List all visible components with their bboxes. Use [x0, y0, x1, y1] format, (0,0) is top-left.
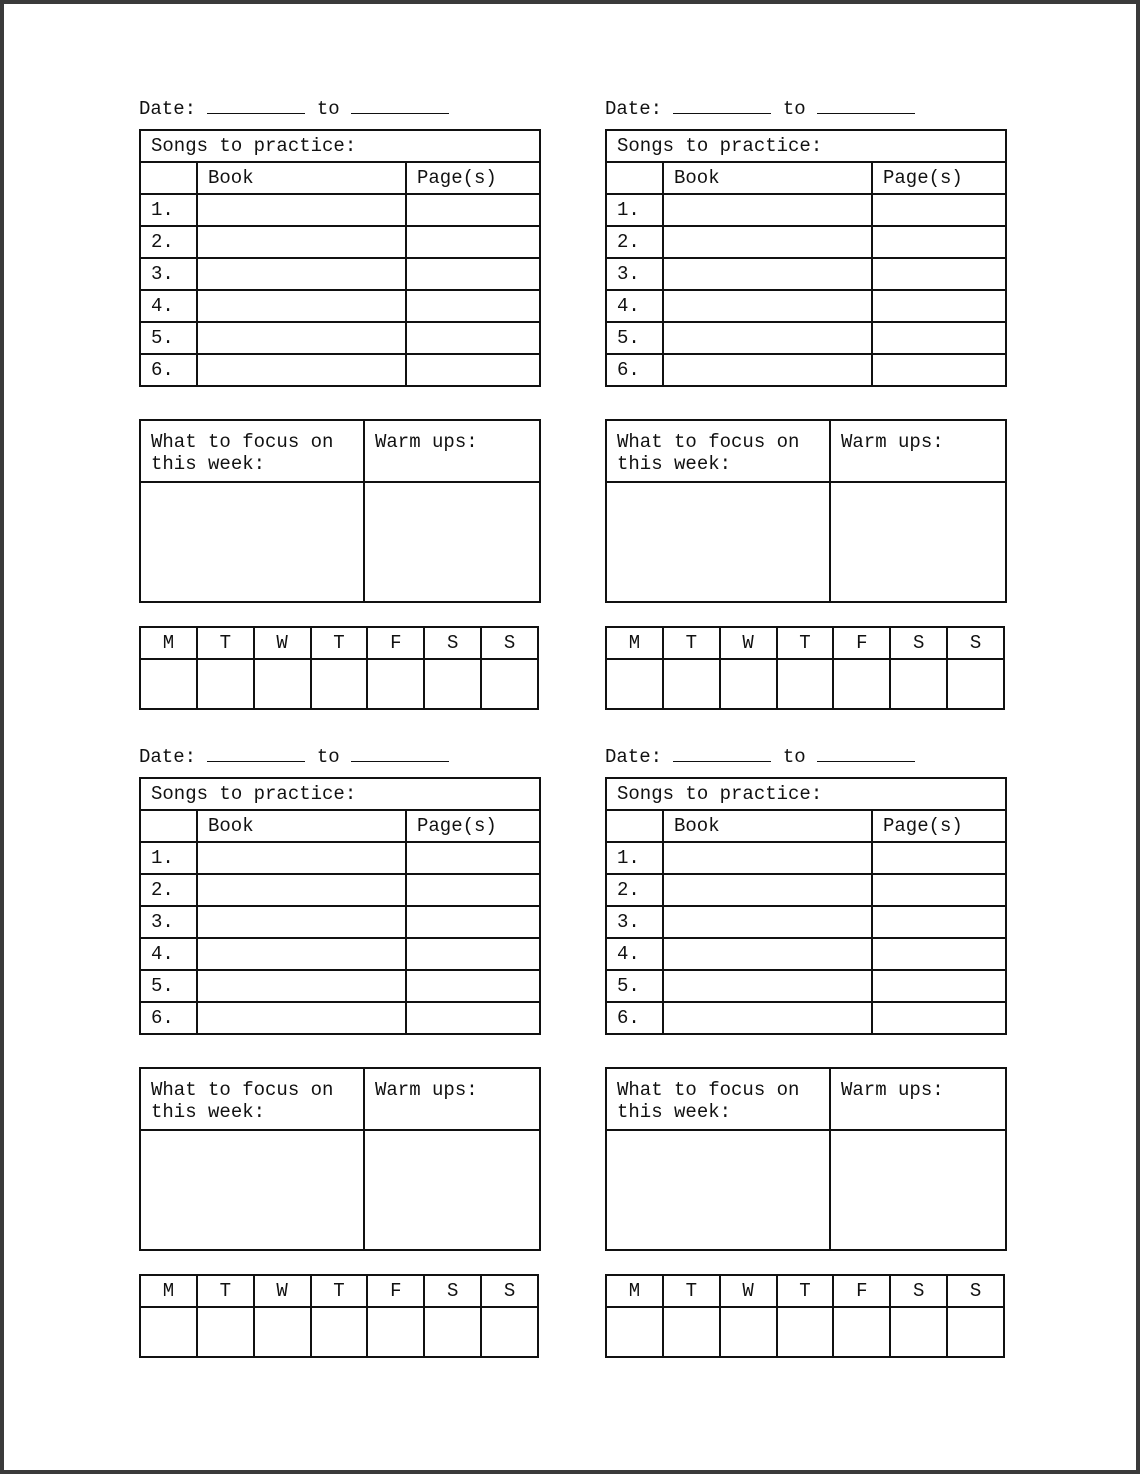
table-row [140, 938, 540, 970]
book-cell[interactable] [197, 970, 406, 1002]
book-cell[interactable] [663, 322, 872, 354]
book-header: Book [197, 162, 406, 194]
table-row [140, 290, 540, 322]
row-number: 4. [606, 938, 663, 970]
day-header-tue: T [197, 627, 254, 659]
practice-sheet [139, 95, 539, 717]
weekday-tracker [139, 1274, 539, 1358]
row-number: 4. [140, 290, 197, 322]
day-header-sat: S [424, 627, 481, 659]
row-number: 6. [606, 354, 663, 386]
songs-table [605, 129, 1007, 387]
day-check-cell[interactable] [140, 1307, 197, 1357]
row-number: 4. [140, 938, 197, 970]
warmups-notes-area[interactable] [830, 482, 1006, 602]
pages-cell[interactable] [872, 938, 1006, 970]
day-check-cell[interactable] [311, 1307, 368, 1357]
row-number: 6. [140, 1002, 197, 1034]
table-row [606, 842, 1006, 874]
table-row [606, 938, 1006, 970]
day-check-cell[interactable] [777, 659, 834, 709]
row-number: 2. [140, 226, 197, 258]
focus-warmups-table [605, 419, 1007, 603]
day-header-wed: W [254, 627, 311, 659]
date-range [605, 95, 915, 119]
warmups-label: Warm ups: [364, 1068, 540, 1130]
day-header-wed: W [720, 627, 777, 659]
pages-cell[interactable] [872, 258, 1006, 290]
table-row [606, 970, 1006, 1002]
day-check-cell[interactable] [663, 1307, 720, 1357]
book-cell[interactable] [197, 226, 406, 258]
pages-cell[interactable] [406, 842, 540, 874]
pages-cell[interactable] [872, 226, 1006, 258]
day-header-thu: T [311, 1275, 368, 1307]
table-row [606, 354, 1006, 386]
start-date-blank[interactable] [673, 95, 771, 114]
book-cell[interactable] [663, 842, 872, 874]
day-header-mon: M [140, 1275, 197, 1307]
weekday-tracker [139, 626, 539, 710]
row-number: 1. [606, 842, 663, 874]
day-header-tue: T [663, 627, 720, 659]
day-check-cell[interactable] [720, 1307, 777, 1357]
focus-notes-area[interactable] [606, 482, 830, 602]
day-check-cell[interactable] [367, 659, 424, 709]
pages-cell[interactable] [872, 290, 1006, 322]
focus-notes-area[interactable] [140, 482, 364, 602]
day-check-cell[interactable] [254, 1307, 311, 1357]
focus-warmups-table [139, 419, 541, 603]
end-date-blank[interactable] [817, 95, 915, 114]
pages-cell[interactable] [872, 842, 1006, 874]
book-cell[interactable] [197, 194, 406, 226]
day-check-cell[interactable] [424, 659, 481, 709]
day-header-fri: F [367, 1275, 424, 1307]
book-cell[interactable] [197, 1002, 406, 1034]
day-header-thu: T [311, 627, 368, 659]
date-range [605, 743, 915, 767]
pages-cell[interactable] [406, 906, 540, 938]
focus-warmups-table [139, 1067, 541, 1251]
number-header-cell [606, 810, 663, 842]
warmups-label: Warm ups: [830, 1068, 1006, 1130]
practice-sheet [139, 743, 539, 1365]
warmups-notes-area[interactable] [364, 1130, 540, 1250]
pages-cell[interactable] [406, 970, 540, 1002]
number-header-cell [140, 810, 197, 842]
day-check-cell[interactable] [833, 1307, 890, 1357]
day-header-tue: T [197, 1275, 254, 1307]
to-label: to [316, 98, 340, 120]
pages-header: Page(s) [872, 810, 1006, 842]
day-header-sun: S [947, 627, 1004, 659]
pages-cell[interactable] [406, 322, 540, 354]
songs-title: Songs to practice: [140, 130, 540, 162]
day-header-wed: W [254, 1275, 311, 1307]
warmups-notes-area[interactable] [830, 1130, 1006, 1250]
day-header-thu: T [777, 1275, 834, 1307]
table-row [606, 874, 1006, 906]
pages-cell[interactable] [872, 322, 1006, 354]
book-cell[interactable] [663, 906, 872, 938]
pages-cell[interactable] [872, 354, 1006, 386]
book-cell[interactable] [197, 354, 406, 386]
day-check-cell[interactable] [890, 659, 947, 709]
book-cell[interactable] [663, 970, 872, 1002]
day-check-cell[interactable] [663, 659, 720, 709]
warmups-label: Warm ups: [830, 420, 1006, 482]
songs-table [139, 777, 541, 1035]
pages-cell[interactable] [406, 354, 540, 386]
table-row [606, 290, 1006, 322]
day-check-cell[interactable] [720, 659, 777, 709]
table-row [140, 906, 540, 938]
day-header-sun: S [481, 627, 538, 659]
end-date-blank[interactable] [351, 743, 449, 762]
pages-cell[interactable] [872, 194, 1006, 226]
row-number: 1. [140, 842, 197, 874]
end-date-blank[interactable] [817, 743, 915, 762]
day-header-sun: S [481, 1275, 538, 1307]
pages-cell[interactable] [406, 1002, 540, 1034]
focus-label: What to focus on this week: [140, 420, 364, 482]
table-row [140, 874, 540, 906]
book-cell[interactable] [663, 258, 872, 290]
row-number: 6. [606, 1002, 663, 1034]
pages-header: Page(s) [406, 162, 540, 194]
start-date-blank[interactable] [207, 743, 305, 762]
pages-cell[interactable] [872, 970, 1006, 1002]
weekday-tracker [605, 626, 1005, 710]
day-header-mon: M [140, 627, 197, 659]
book-header: Book [663, 162, 872, 194]
day-check-cell[interactable] [140, 659, 197, 709]
day-check-cell[interactable] [606, 659, 663, 709]
day-header-tue: T [663, 1275, 720, 1307]
book-cell[interactable] [197, 290, 406, 322]
table-row [606, 258, 1006, 290]
to-label: to [782, 746, 806, 768]
day-check-cell[interactable] [197, 1307, 254, 1357]
pages-cell[interactable] [406, 938, 540, 970]
table-row [606, 1002, 1006, 1034]
focus-label: What to focus on this week: [606, 1068, 830, 1130]
book-cell[interactable] [197, 938, 406, 970]
songs-title: Songs to practice: [606, 130, 1006, 162]
pages-cell[interactable] [406, 258, 540, 290]
date-label: Date: [605, 746, 663, 768]
table-row [606, 906, 1006, 938]
day-check-cell[interactable] [481, 659, 538, 709]
table-row [606, 322, 1006, 354]
day-header-wed: W [720, 1275, 777, 1307]
date-label: Date: [139, 98, 197, 120]
day-check-cell[interactable] [777, 1307, 834, 1357]
book-cell[interactable] [197, 906, 406, 938]
day-header-thu: T [777, 627, 834, 659]
day-check-cell[interactable] [367, 1307, 424, 1357]
date-label: Date: [139, 746, 197, 768]
focus-label: What to focus on this week: [140, 1068, 364, 1130]
row-number: 5. [606, 322, 663, 354]
start-date-blank[interactable] [207, 95, 305, 114]
row-number: 3. [606, 906, 663, 938]
warmups-notes-area[interactable] [364, 482, 540, 602]
pages-cell[interactable] [406, 226, 540, 258]
day-header-fri: F [833, 1275, 890, 1307]
row-number: 3. [140, 906, 197, 938]
row-number: 2. [140, 874, 197, 906]
day-check-cell[interactable] [890, 1307, 947, 1357]
focus-notes-area[interactable] [140, 1130, 364, 1250]
number-header-cell [140, 162, 197, 194]
pages-cell[interactable] [406, 194, 540, 226]
pages-cell[interactable] [872, 874, 1006, 906]
day-header-sat: S [890, 1275, 947, 1307]
songs-table [139, 129, 541, 387]
table-row [140, 194, 540, 226]
row-number: 5. [140, 322, 197, 354]
day-check-cell[interactable] [947, 1307, 1004, 1357]
end-date-blank[interactable] [351, 95, 449, 114]
date-range [139, 743, 449, 767]
focus-notes-area[interactable] [606, 1130, 830, 1250]
book-cell[interactable] [663, 290, 872, 322]
pages-cell[interactable] [406, 290, 540, 322]
table-row [140, 1002, 540, 1034]
day-header-sun: S [947, 1275, 1004, 1307]
table-row [606, 194, 1006, 226]
day-check-cell[interactable] [197, 659, 254, 709]
book-cell[interactable] [663, 194, 872, 226]
number-header-cell [606, 162, 663, 194]
date-range [139, 95, 449, 119]
practice-sheet [605, 743, 1005, 1365]
pages-cell[interactable] [872, 1002, 1006, 1034]
pages-cell[interactable] [872, 906, 1006, 938]
row-number: 5. [606, 970, 663, 1002]
day-check-cell[interactable] [481, 1307, 538, 1357]
to-label: to [316, 746, 340, 768]
row-number: 1. [606, 194, 663, 226]
table-row [140, 322, 540, 354]
pages-header: Page(s) [872, 162, 1006, 194]
book-cell[interactable] [663, 938, 872, 970]
book-header: Book [197, 810, 406, 842]
to-label: to [782, 98, 806, 120]
practice-sheet [605, 95, 1005, 717]
day-check-cell[interactable] [311, 659, 368, 709]
songs-title: Songs to practice: [606, 778, 1006, 810]
row-number: 6. [140, 354, 197, 386]
day-check-cell[interactable] [833, 659, 890, 709]
book-cell[interactable] [663, 1002, 872, 1034]
table-row [140, 970, 540, 1002]
day-check-cell[interactable] [254, 659, 311, 709]
table-row [140, 258, 540, 290]
row-number: 5. [140, 970, 197, 1002]
row-number: 1. [140, 194, 197, 226]
songs-title: Songs to practice: [140, 778, 540, 810]
row-number: 2. [606, 226, 663, 258]
day-header-fri: F [367, 627, 424, 659]
book-cell[interactable] [197, 874, 406, 906]
day-check-cell[interactable] [947, 659, 1004, 709]
book-header: Book [663, 810, 872, 842]
date-label: Date: [605, 98, 663, 120]
day-check-cell[interactable] [606, 1307, 663, 1357]
row-number: 4. [606, 290, 663, 322]
book-cell[interactable] [197, 322, 406, 354]
songs-table [605, 777, 1007, 1035]
row-number: 2. [606, 874, 663, 906]
focus-warmups-table [605, 1067, 1007, 1251]
day-check-cell[interactable] [424, 1307, 481, 1357]
row-number: 3. [606, 258, 663, 290]
day-header-mon: M [606, 1275, 663, 1307]
table-row [140, 226, 540, 258]
row-number: 3. [140, 258, 197, 290]
pages-header: Page(s) [406, 810, 540, 842]
book-cell[interactable] [197, 842, 406, 874]
warmups-label: Warm ups: [364, 420, 540, 482]
weekday-tracker [605, 1274, 1005, 1358]
day-header-mon: M [606, 627, 663, 659]
table-row [140, 842, 540, 874]
table-row [140, 354, 540, 386]
day-header-fri: F [833, 627, 890, 659]
start-date-blank[interactable] [673, 743, 771, 762]
book-cell[interactable] [663, 874, 872, 906]
book-cell[interactable] [663, 226, 872, 258]
day-header-sat: S [424, 1275, 481, 1307]
table-row [606, 226, 1006, 258]
pages-cell[interactable] [406, 874, 540, 906]
book-cell[interactable] [197, 258, 406, 290]
book-cell[interactable] [663, 354, 872, 386]
focus-label: What to focus on this week: [606, 420, 830, 482]
day-header-sat: S [890, 627, 947, 659]
